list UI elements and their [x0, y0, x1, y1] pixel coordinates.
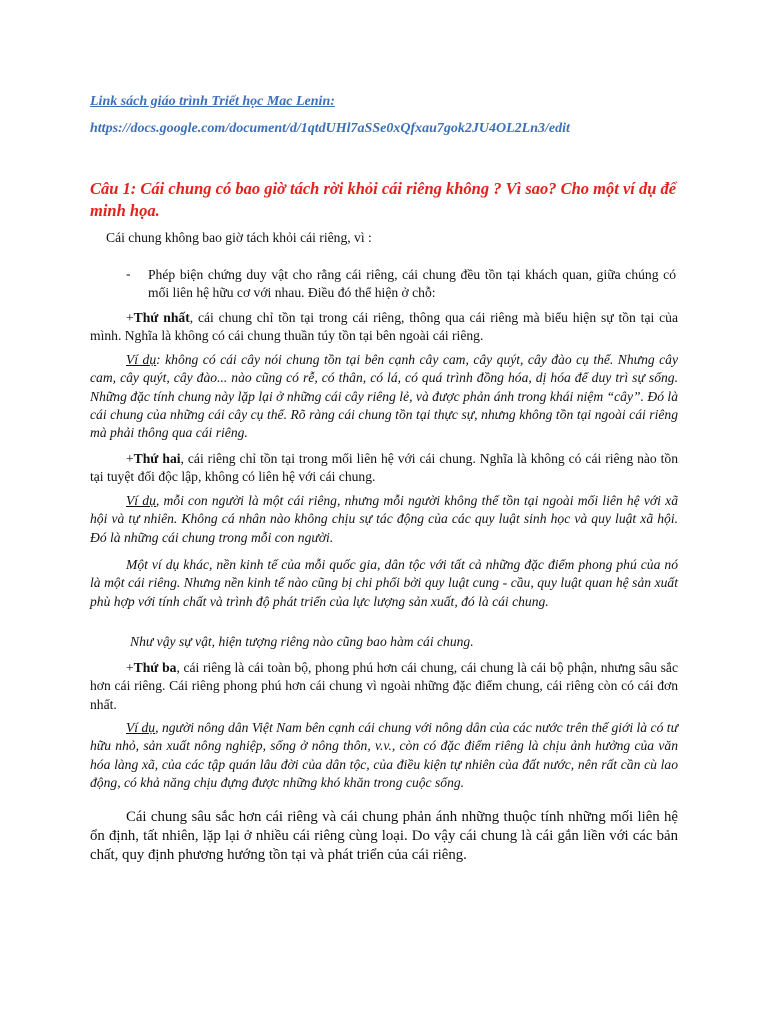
example-farmer-paragraph	[90, 719, 678, 792]
third-point-paragraph	[90, 659, 678, 714]
example-tree-label: Ví dụ	[126, 352, 157, 367]
example-human-label: Ví dụ	[126, 493, 156, 508]
second-point-text: , cái riêng chỉ tồn tại trong mối liên hệ với cái chung. Nghĩa là không có cái riêng nào tồn tại tuyệt đối độc lập, không có liên hệ với cái chung.	[90, 451, 679, 485]
first-point-text: , cái chung chỉ tồn tại trong cái riêng, thông qua cái riêng mà biểu hiện sự tồn tại của mình. Nghĩa là không có cái chung thuần túy tồn tại bên ngoài cái riêng.	[90, 310, 678, 344]
second-point-label: Thứ hai	[133, 451, 181, 466]
first-point-paragraph	[90, 309, 678, 346]
example-farmer-label: Ví dụ	[126, 720, 156, 735]
summary-paragraph: Như vậy sự vật, hiện tượng riêng nào cũng bao hàm cái chung.	[130, 634, 474, 649]
first-point-label: Thứ nhất	[133, 310, 190, 325]
third-point-prefix: +	[126, 660, 134, 675]
example-tree-text: : không có cái cây nói chung tồn tại bên cạnh cây cam, cây quýt, cây đào cụ thể. Nhưng cây cam, cây quýt, cây đào... nào cũng có rễ, có thân, có lá, có quá trình đồng hóa, dị hóa để duy trì sự sống. Những đặc tính chung này lặp lại ở những cái cây riêng lẻ, và được phản ánh trong khái niệm “cây”. Đó là cái chung của những cái cây cụ thể. Rõ ràng cái chung tồn tại thực sự, nhưng không tồn tại ngoài cái riêng mà phải thông qua cái riêng.	[90, 352, 678, 441]
conclusion-paragraph: Cái chung sâu sắc hơn cái riêng và cái chung phản ánh những thuộc tính những mối liên hệ ổn định, tất nhiên, lặp lại ở nhiều cái riêng cùng loại. Do vậy cái chung là cái gắn liền với các bản chất, quy định phương hướng tồn tại và phát triển của cái riêng.	[90, 809, 678, 863]
bullet-marker: -	[126, 266, 131, 281]
example-farmer-text: , người nông dân Việt Nam bên cạnh cái chung với nông dân của các nước trên thế giới là có tư hữu nhỏ, sản xuất nông nghiệp, sống ở nông thôn, v.v., còn có đặc điểm riêng là chịu ảnh hưởng của văn hóa làng xã, của các tập quán lâu đời của dân tộc, của điều kiện tự nhiên của đất nước, nên rất cần cù lao động, có khả năng chịu đựng được những khó khăn trong cuộc sống.	[90, 720, 678, 790]
third-point-label: Thứ ba	[133, 660, 177, 675]
bullet-paragraph: Phép biện chứng duy vật cho rằng cái riêng, cái chung đều tồn tại khách quan, giữa chúng có mối liên hệ hữu cơ với nhau. Điều đó thể hiện ở chỗ:	[148, 267, 676, 301]
second-point-prefix: +	[126, 451, 134, 466]
example-tree-paragraph	[90, 351, 678, 442]
example-human-paragraph	[90, 492, 678, 547]
second-point-paragraph	[90, 450, 678, 487]
question-heading: Câu 1: Cái chung có bao giờ tách rời khỏi cái riêng không ? Vì sao? Cho một ví dụ để minh họa.	[90, 179, 677, 220]
textbook-link-url[interactable]: https://docs.google.com/document/d/1qtdUHl7aSSe0xQfxau7gok2JU4OL2Ln3/edit	[90, 121, 570, 136]
third-point-text: , cái riêng là cái toàn bộ, phong phú hơn cái chung, cái chung là cái bộ phận, nhưng sâu sắc hơn cái riêng. Cái riêng phong phú hơn cái chung vì ngoài những đặc điểm chung, cái riêng còn có cái đơn nhất.	[90, 660, 679, 712]
example-human-text: , mỗi con người là một cái riêng, nhưng mỗi người không thể tồn tại ngoài mối liên hệ với xã hội và tự nhiên. Không cá nhân nào không chịu sự tác động của các quy luật sinh học và quy luật xã hội. Đó là những cái chung trong mỗi con người.	[90, 493, 678, 545]
textbook-link-title[interactable]: Link sách giáo trình Triết học Mac Lenin:	[90, 94, 335, 109]
first-point-prefix: +	[126, 310, 134, 325]
example-economy-paragraph: Một ví dụ khác, nền kinh tế của mỗi quốc gia, dân tộc với tất cả những đặc điểm phong phú của nó là một cái riêng. Nhưng nền kinh tế nào cũng bị chi phối bởi quy luật cung - cầu, quy luật quan hệ sản xuất phù hợp với tính chất và trình độ phát triển của lực lượng sản xuất, đó là cái chung.	[90, 557, 678, 609]
intro-paragraph: Cái chung không bao giờ tách khỏi cái riêng, vì :	[106, 230, 372, 245]
